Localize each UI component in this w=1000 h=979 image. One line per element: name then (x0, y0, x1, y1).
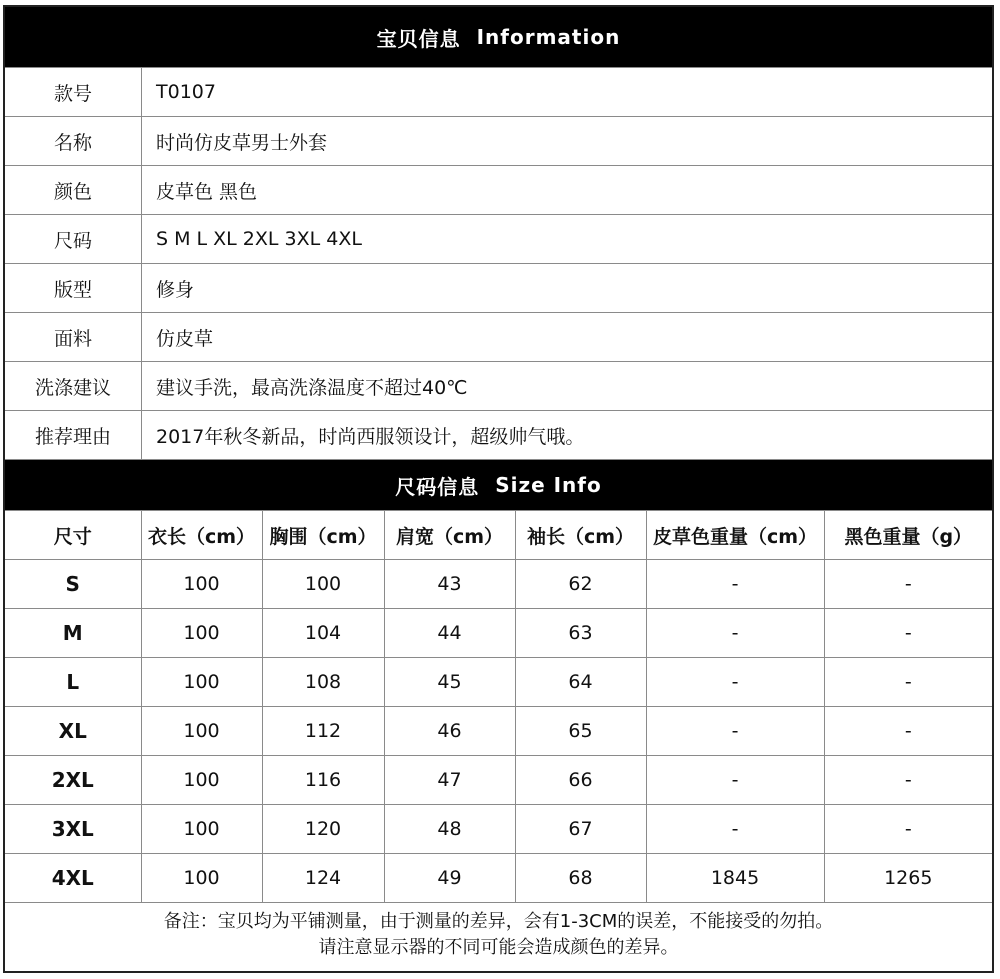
size-value-cell: 1265 (824, 854, 992, 903)
size-value-cell: 100 (141, 609, 262, 658)
size-banner-cn: 尺码信息 (395, 474, 480, 499)
info-label: 颜色 (5, 166, 142, 215)
size-value-cell: 100 (141, 805, 262, 854)
size-header-cell: 尺寸 (5, 511, 141, 560)
size-label-cell: S (5, 560, 141, 609)
size-header-cell: 黑色重量（g） (824, 511, 992, 560)
size-value-cell: 100 (141, 707, 262, 756)
size-value-cell: 104 (262, 609, 384, 658)
info-label: 版型 (5, 264, 142, 313)
size-header-cell: 衣长（cm） (141, 511, 262, 560)
size-value-cell: 100 (141, 560, 262, 609)
size-value-cell: 68 (515, 854, 646, 903)
size-value-cell: 124 (262, 854, 384, 903)
info-row (5, 411, 992, 460)
size-value-cell: - (824, 707, 992, 756)
size-row (5, 854, 992, 903)
info-value: S M L XL 2XL 3XL 4XL (142, 215, 993, 264)
size-banner-en: Size Info (495, 473, 602, 497)
size-value-cell: 49 (384, 854, 515, 903)
size-value-cell: 63 (515, 609, 646, 658)
size-value-cell: 46 (384, 707, 515, 756)
info-value: 仿皮草 (142, 313, 993, 362)
info-table (5, 67, 992, 460)
info-banner-en: Information (476, 25, 621, 49)
size-value-cell: 47 (384, 756, 515, 805)
size-value-cell: - (824, 560, 992, 609)
info-row (5, 313, 992, 362)
size-header-cell: 胸围（cm） (262, 511, 384, 560)
size-value-cell: - (824, 756, 992, 805)
note-line-2: 请注意显示器的不同可能会造成颜色的差异。 (318, 937, 679, 958)
size-value-cell: 45 (384, 658, 515, 707)
size-value-cell: - (646, 658, 824, 707)
info-row (5, 362, 992, 411)
size-value-cell: 1845 (646, 854, 824, 903)
size-value-cell: 116 (262, 756, 384, 805)
info-value: 建议手洗，最高洗涤温度不超过40℃ (142, 362, 993, 411)
size-value-cell: 100 (141, 658, 262, 707)
size-value-cell: - (646, 756, 824, 805)
info-label: 尺码 (5, 215, 142, 264)
note-line-1: 备注：宝贝均为平铺测量，由于测量的差异，会有1-3CM的误差，不能接受的勿拍。 (163, 911, 834, 932)
size-value-cell: 44 (384, 609, 515, 658)
size-table (5, 510, 992, 903)
size-header-row (5, 511, 992, 560)
info-label: 名称 (5, 117, 142, 166)
size-value-cell: 66 (515, 756, 646, 805)
size-value-cell: 64 (515, 658, 646, 707)
info-row (5, 215, 992, 264)
size-value-cell: 65 (515, 707, 646, 756)
size-value-cell: 100 (141, 854, 262, 903)
size-value-cell: - (824, 805, 992, 854)
size-row (5, 707, 992, 756)
size-value-cell: - (646, 805, 824, 854)
notes (5, 899, 992, 971)
info-row (5, 68, 992, 117)
info-row (5, 166, 992, 215)
size-label-cell: 4XL (5, 854, 141, 903)
info-value: 修身 (142, 264, 993, 313)
size-value-cell: 62 (515, 560, 646, 609)
info-banner-cn: 宝贝信息 (376, 26, 461, 51)
size-value-cell: - (646, 609, 824, 658)
info-value: T0107 (142, 68, 993, 117)
product-info-sheet (3, 5, 994, 973)
info-label: 款号 (5, 68, 142, 117)
size-value-cell: 43 (384, 560, 515, 609)
size-value-cell: 48 (384, 805, 515, 854)
info-label: 推荐理由 (5, 411, 142, 460)
size-row (5, 560, 992, 609)
size-value-cell: 108 (262, 658, 384, 707)
size-value-cell: - (646, 707, 824, 756)
size-row (5, 609, 992, 658)
info-label: 洗涤建议 (5, 362, 142, 411)
size-value-cell: - (824, 658, 992, 707)
info-label: 面料 (5, 313, 142, 362)
info-banner (5, 7, 992, 67)
size-row (5, 756, 992, 805)
info-value: 2017年秋冬新品，时尚西服领设计，超级帅气哦。 (142, 411, 993, 460)
size-value-cell: 100 (262, 560, 384, 609)
info-value: 皮草色 黑色 (142, 166, 993, 215)
size-value-cell: - (646, 560, 824, 609)
size-label-cell: L (5, 658, 141, 707)
size-value-cell: 67 (515, 805, 646, 854)
size-row (5, 805, 992, 854)
size-banner (5, 460, 992, 510)
size-label-cell: 3XL (5, 805, 141, 854)
size-header-cell: 肩宽（cm） (384, 511, 515, 560)
size-row (5, 658, 992, 707)
size-value-cell: 112 (262, 707, 384, 756)
size-label-cell: M (5, 609, 141, 658)
size-value-cell: 100 (141, 756, 262, 805)
info-row (5, 264, 992, 313)
size-label-cell: XL (5, 707, 141, 756)
size-header-cell: 袖长（cm） (515, 511, 646, 560)
size-value-cell: 120 (262, 805, 384, 854)
size-value-cell: - (824, 609, 992, 658)
info-row (5, 117, 992, 166)
size-header-cell: 皮草色重量（cm） (646, 511, 824, 560)
info-value: 时尚仿皮草男士外套 (142, 117, 993, 166)
size-label-cell: 2XL (5, 756, 141, 805)
